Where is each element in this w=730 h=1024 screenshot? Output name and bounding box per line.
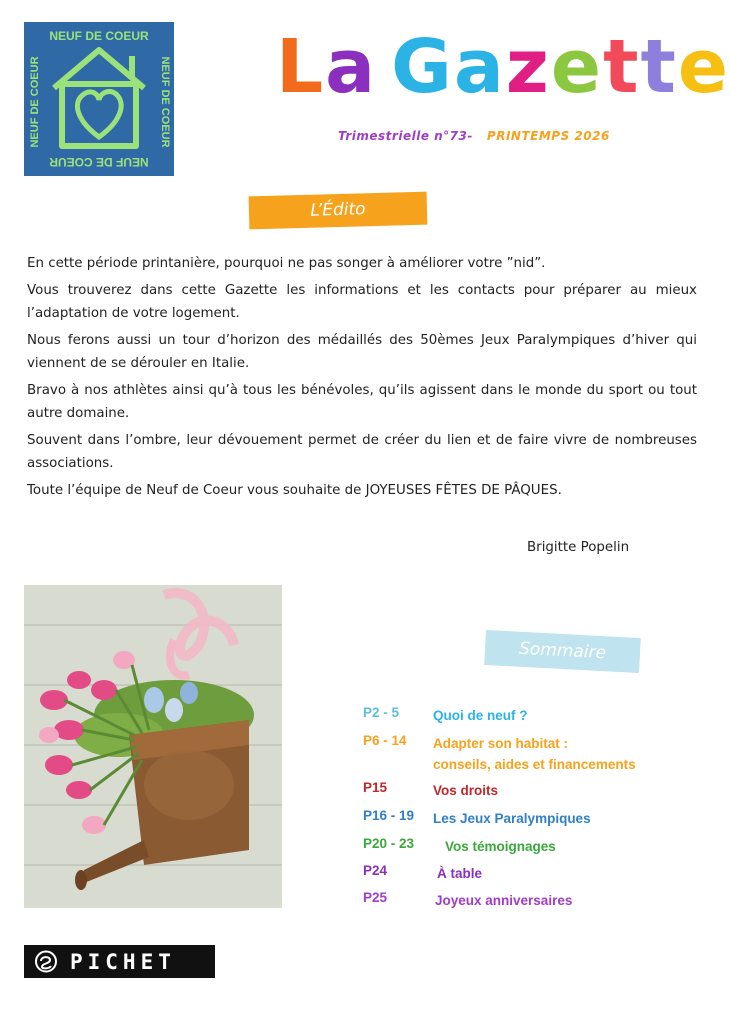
sommaire-heading: Sommaire xyxy=(484,630,641,673)
toc-label: Vos témoignages xyxy=(445,839,556,854)
toc-item[interactable] xyxy=(363,705,703,725)
title-letter: L xyxy=(276,24,326,110)
pichet-wordmark: PICHET xyxy=(70,950,176,974)
gazette-title xyxy=(276,24,730,110)
toc-item[interactable] xyxy=(363,780,703,800)
title-letter: t xyxy=(640,24,678,110)
toc-item[interactable] xyxy=(363,836,703,856)
toc-item[interactable] xyxy=(363,733,703,773)
edito-paragraph: Bravo à nos athlètes ainsi qu’à tous les bénévoles, qu’ils agissent dans le monde du sport ou tout autre domaine. xyxy=(27,383,697,421)
toc-label: Les Jeux Paralympiques xyxy=(433,811,591,826)
toc-label: À table xyxy=(437,866,483,881)
neuf-de-coeur-logo xyxy=(24,22,174,176)
title-letter: G xyxy=(391,24,454,110)
edito-paragraph: Nous ferons aussi un tour d’horizon des médaillés des 50èmes Jeux Paralympiques d’hiver qui viennent de se dérouler en Italie. xyxy=(27,333,697,371)
logo-text-left: NEUF DE COEUR xyxy=(29,56,41,148)
edito-signature: Brigitte Popelin xyxy=(527,540,630,555)
edito-paragraph: Souvent dans l’ombre, leur dévouement permet de créer du lien et de faire vivre de nombreuses associations. xyxy=(27,433,697,471)
title-letter: t xyxy=(603,24,641,110)
edito-paragraph: Vous trouverez dans cette Gazette les informations et les contacts pour préparer au mieux l’adaptation de votre logement. xyxy=(27,283,697,321)
toc-page-range: P15 xyxy=(363,780,388,795)
title-letter: e xyxy=(677,24,730,110)
title-letter: a xyxy=(453,24,506,110)
toc-label: Adapter son habitat : conseils, aides et financements xyxy=(433,736,636,772)
toc-page-range: P20 - 23 xyxy=(363,836,415,851)
logo-text-bottom: NEUF DE COEUR xyxy=(49,155,149,169)
pichet-sponsor-logo xyxy=(24,945,215,978)
issue-subtitle xyxy=(338,129,610,143)
edito-heading: L’Édito xyxy=(249,192,428,230)
logo-text-right: NEUF DE COEUR xyxy=(159,56,171,148)
toc-label: Quoi de neuf ? xyxy=(433,708,528,723)
logo-text-top: NEUF DE COEUR xyxy=(49,29,149,43)
edito-paragraph: Toute l’équipe de Neuf de Coeur vous souhaite de JOYEUSES FÊTES DE PÂQUES. xyxy=(27,483,562,498)
toc-page-range: P16 - 19 xyxy=(363,808,415,823)
toc-item[interactable] xyxy=(363,890,703,910)
title-letter: e xyxy=(550,24,604,110)
issue-season: PRINTEMPS 2026 xyxy=(486,129,610,143)
toc-label: Vos droits xyxy=(433,783,499,798)
toc-label: Joyeux anniversaires xyxy=(435,893,573,908)
toc-page-range: P2 - 5 xyxy=(363,705,400,720)
issue-number: Trimestrielle n°73- xyxy=(338,129,473,143)
spring-flowers-photo xyxy=(24,585,282,908)
edito-text xyxy=(27,252,697,506)
title-letter: z xyxy=(505,24,551,110)
toc-page-range: P25 xyxy=(363,890,388,905)
title-letter: a xyxy=(325,24,378,110)
toc-page-range: P6 - 14 xyxy=(363,733,407,748)
toc-item[interactable] xyxy=(363,808,703,828)
toc-page-range: P24 xyxy=(363,863,388,878)
title-letter xyxy=(377,30,391,104)
edito-paragraph: En cette période printanière, pourquoi ne pas songer à améliorer votre ”nid”. xyxy=(27,256,546,271)
toc-item[interactable] xyxy=(363,863,703,883)
